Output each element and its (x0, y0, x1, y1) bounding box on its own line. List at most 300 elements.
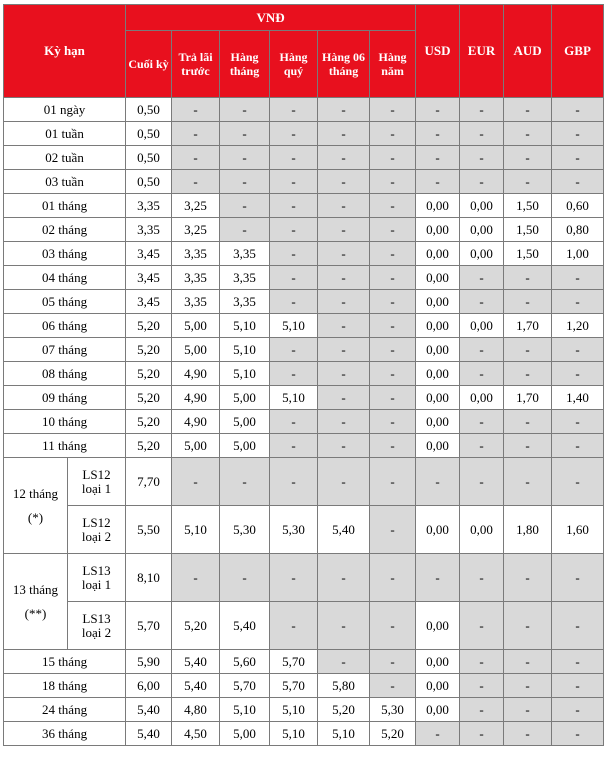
rate-hang-nam: 5,30 (370, 698, 416, 722)
rate-gbp: 0,80 (552, 218, 604, 242)
rate-hang-nam: - (370, 242, 416, 266)
term-label: 01 tháng (4, 194, 126, 218)
rate-tra-lai-truoc: 3,25 (172, 194, 220, 218)
term-label: 08 tháng (4, 362, 126, 386)
table-row (4, 218, 604, 242)
rate-eur: - (460, 98, 504, 122)
table-row (4, 98, 604, 122)
table-row (4, 554, 604, 602)
rate-usd: - (416, 98, 460, 122)
rate-hang-quy: 5,10 (270, 722, 318, 746)
rate-tra-lai-truoc: 3,35 (172, 242, 220, 266)
rate-cuoi-ky: 5,20 (126, 338, 172, 362)
rate-hang-quy: 5,10 (270, 698, 318, 722)
rate-eur: - (460, 434, 504, 458)
rate-aud: - (504, 98, 552, 122)
rate-hang-thang: 3,35 (220, 266, 270, 290)
rate-cuoi-ky: 5,20 (126, 314, 172, 338)
rate-usd: 0,00 (416, 338, 460, 362)
term-label: 01 tuần (4, 122, 126, 146)
rate-usd: 0,00 (416, 290, 460, 314)
rate-aud: - (504, 650, 552, 674)
rate-eur: 0,00 (460, 242, 504, 266)
vnd-col-hang-thang: Hàng tháng (220, 31, 270, 98)
term-header: Kỳ hạn (4, 5, 126, 98)
rate-hang-nam: - (370, 170, 416, 194)
rate-hang-nam: - (370, 674, 416, 698)
rate-hang-nam: - (370, 458, 416, 506)
rate-hang-thang: 5,60 (220, 650, 270, 674)
table-row (4, 170, 604, 194)
table-row (4, 458, 604, 506)
rate-hang-06-thang: - (318, 290, 370, 314)
rate-hang-thang: 5,70 (220, 674, 270, 698)
rate-gbp: - (552, 554, 604, 602)
rate-aud: - (504, 146, 552, 170)
vnd-group-header: VNĐ (126, 5, 416, 31)
rate-hang-nam: 5,20 (370, 722, 416, 746)
table-row (4, 146, 604, 170)
sub-term-label (68, 506, 126, 554)
rate-hang-thang: 3,35 (220, 290, 270, 314)
term-label: 05 tháng (4, 290, 126, 314)
rate-tra-lai-truoc: 3,25 (172, 218, 220, 242)
rate-hang-nam: - (370, 650, 416, 674)
rate-hang-06-thang: - (318, 386, 370, 410)
rate-tra-lai-truoc: 4,50 (172, 722, 220, 746)
sub-term-code: LS13 (82, 562, 111, 578)
rate-usd: 0,00 (416, 194, 460, 218)
rate-hang-06-thang: - (318, 650, 370, 674)
term-label: 15 tháng (4, 650, 126, 674)
rate-hang-nam: - (370, 218, 416, 242)
rate-rows (4, 98, 604, 746)
rate-hang-thang: 5,00 (220, 386, 270, 410)
rate-tra-lai-truoc: - (172, 458, 220, 506)
rate-eur: 0,00 (460, 194, 504, 218)
rate-tra-lai-truoc: 5,00 (172, 314, 220, 338)
rate-hang-thang: 5,00 (220, 410, 270, 434)
rate-aud: - (504, 458, 552, 506)
table-row (4, 194, 604, 218)
rate-eur: - (460, 170, 504, 194)
rate-cuoi-ky: 7,70 (126, 458, 172, 506)
rate-hang-06-thang: - (318, 314, 370, 338)
sub-term-code: LS13 (82, 610, 111, 626)
gbp-header: GBP (552, 5, 604, 98)
table-row (4, 410, 604, 434)
eur-header: EUR (460, 5, 504, 98)
rate-aud: - (504, 362, 552, 386)
rate-usd: 0,00 (416, 650, 460, 674)
rate-eur: 0,00 (460, 506, 504, 554)
rate-aud: - (504, 122, 552, 146)
rate-cuoi-ky: 3,45 (126, 290, 172, 314)
vnd-col-hang-06-thang: Hàng 06 tháng (318, 31, 370, 98)
term-label: 02 tuần (4, 146, 126, 170)
rate-cuoi-ky: 0,50 (126, 146, 172, 170)
rate-tra-lai-truoc: 5,00 (172, 338, 220, 362)
rate-hang-nam: - (370, 506, 416, 554)
rate-eur: 0,00 (460, 314, 504, 338)
rate-gbp: - (552, 290, 604, 314)
rate-usd: 0,00 (416, 434, 460, 458)
rate-aud: - (504, 554, 552, 602)
rate-gbp: - (552, 602, 604, 650)
table-row (4, 338, 604, 362)
rate-aud: - (504, 434, 552, 458)
rate-hang-thang: - (220, 194, 270, 218)
rate-hang-thang: - (220, 458, 270, 506)
rate-cuoi-ky: 3,35 (126, 218, 172, 242)
rate-hang-quy: - (270, 194, 318, 218)
rate-cuoi-ky: 5,70 (126, 602, 172, 650)
rate-usd: - (416, 458, 460, 506)
rate-usd: 0,00 (416, 386, 460, 410)
rate-hang-quy: - (270, 362, 318, 386)
rate-hang-nam: - (370, 194, 416, 218)
vnd-col-hang-quy: Hàng quý (270, 31, 318, 98)
term-group-line2: (**) (24, 605, 47, 621)
term-label: 06 tháng (4, 314, 126, 338)
rate-aud: - (504, 722, 552, 746)
table-row (4, 266, 604, 290)
rate-usd: 0,00 (416, 242, 460, 266)
sub-term-type: loại 1 (81, 576, 112, 592)
rate-eur: - (460, 602, 504, 650)
rate-aud: 1,50 (504, 242, 552, 266)
rate-gbp: - (552, 434, 604, 458)
rate-gbp: 0,60 (552, 194, 604, 218)
rate-cuoi-ky: 5,90 (126, 650, 172, 674)
rate-cuoi-ky: 6,00 (126, 674, 172, 698)
rate-aud: 1,80 (504, 506, 552, 554)
rate-gbp: - (552, 266, 604, 290)
rate-hang-quy: - (270, 98, 318, 122)
rate-hang-thang: - (220, 146, 270, 170)
rate-hang-06-thang: - (318, 554, 370, 602)
table-row (4, 722, 604, 746)
rate-usd: 0,00 (416, 602, 460, 650)
rate-hang-thang: - (220, 98, 270, 122)
rate-cuoi-ky: 0,50 (126, 170, 172, 194)
rate-hang-thang: 5,00 (220, 722, 270, 746)
rate-usd: 0,00 (416, 506, 460, 554)
rate-usd: - (416, 554, 460, 602)
rate-cuoi-ky: 5,20 (126, 362, 172, 386)
rate-hang-nam: - (370, 362, 416, 386)
rate-gbp: 1,60 (552, 506, 604, 554)
term-label: 09 tháng (4, 386, 126, 410)
rate-usd: - (416, 170, 460, 194)
sub-term-type: loại 1 (81, 480, 112, 496)
sub-term-label (68, 458, 126, 506)
sub-term-code: LS12 (82, 514, 111, 530)
table-row (4, 290, 604, 314)
rate-eur: - (460, 554, 504, 602)
term-label: 18 tháng (4, 674, 126, 698)
rate-eur: 0,00 (460, 218, 504, 242)
rate-tra-lai-truoc: 3,35 (172, 290, 220, 314)
rate-cuoi-ky: 3,45 (126, 242, 172, 266)
rate-cuoi-ky: 3,45 (126, 266, 172, 290)
rate-gbp: - (552, 122, 604, 146)
rate-gbp: - (552, 338, 604, 362)
rate-hang-06-thang: - (318, 266, 370, 290)
rate-hang-nam: - (370, 146, 416, 170)
rate-hang-06-thang: - (318, 242, 370, 266)
rate-aud: 1,50 (504, 194, 552, 218)
rate-tra-lai-truoc: 4,90 (172, 386, 220, 410)
rate-aud: 1,70 (504, 386, 552, 410)
rate-hang-06-thang: - (318, 122, 370, 146)
rate-hang-thang: 3,35 (220, 242, 270, 266)
rate-aud: - (504, 698, 552, 722)
rate-gbp: - (552, 170, 604, 194)
rate-eur: - (460, 698, 504, 722)
rate-usd: 0,00 (416, 314, 460, 338)
rate-hang-06-thang: 5,20 (318, 698, 370, 722)
usd-header: USD (416, 5, 460, 98)
rate-gbp: - (552, 698, 604, 722)
rate-aud: - (504, 290, 552, 314)
rate-gbp: 1,20 (552, 314, 604, 338)
rate-tra-lai-truoc: 5,10 (172, 506, 220, 554)
rate-eur: - (460, 122, 504, 146)
rate-cuoi-ky: 5,20 (126, 386, 172, 410)
table-row (4, 386, 604, 410)
rate-hang-06-thang: - (318, 218, 370, 242)
rate-hang-quy: 5,70 (270, 650, 318, 674)
rate-gbp: - (552, 98, 604, 122)
rate-usd: 0,00 (416, 218, 460, 242)
rate-hang-06-thang: - (318, 338, 370, 362)
aud-header: AUD (504, 5, 552, 98)
rate-gbp: - (552, 146, 604, 170)
rate-aud: - (504, 674, 552, 698)
rate-eur: - (460, 338, 504, 362)
rate-cuoi-ky: 3,35 (126, 194, 172, 218)
term-label: 01 ngày (4, 98, 126, 122)
rate-cuoi-ky: 5,20 (126, 410, 172, 434)
rate-hang-nam: - (370, 290, 416, 314)
rate-aud: - (504, 170, 552, 194)
rate-gbp: - (552, 410, 604, 434)
rate-tra-lai-truoc: 4,90 (172, 410, 220, 434)
rate-eur: - (460, 146, 504, 170)
rate-cuoi-ky: 5,40 (126, 722, 172, 746)
rate-gbp: 1,00 (552, 242, 604, 266)
rate-hang-thang: 5,10 (220, 698, 270, 722)
rate-eur: - (460, 650, 504, 674)
term-label: 11 tháng (4, 434, 126, 458)
rate-tra-lai-truoc: - (172, 146, 220, 170)
sub-term-label (68, 554, 126, 602)
rate-hang-thang: 5,00 (220, 434, 270, 458)
rate-aud: 1,70 (504, 314, 552, 338)
term-group-label (4, 554, 68, 650)
rate-usd: 0,00 (416, 266, 460, 290)
rate-hang-thang: 5,10 (220, 314, 270, 338)
table-row (4, 314, 604, 338)
sub-term-type: loại 2 (81, 624, 112, 640)
rate-hang-quy: - (270, 290, 318, 314)
rate-cuoi-ky: 5,50 (126, 506, 172, 554)
term-group-line1: 12 tháng (12, 485, 59, 501)
sub-term-label (68, 602, 126, 650)
table-row (4, 674, 604, 698)
rate-gbp: - (552, 650, 604, 674)
rate-hang-06-thang: - (318, 170, 370, 194)
term-label: 10 tháng (4, 410, 126, 434)
rate-eur: - (460, 290, 504, 314)
rate-hang-06-thang: - (318, 146, 370, 170)
rate-hang-nam: - (370, 410, 416, 434)
rate-hang-06-thang: 5,10 (318, 722, 370, 746)
rate-hang-quy: - (270, 338, 318, 362)
rate-usd: 0,00 (416, 362, 460, 386)
rate-usd: - (416, 122, 460, 146)
rate-hang-06-thang: - (318, 410, 370, 434)
vnd-col-tra-lai-truoc: Trả lãi trước (172, 31, 220, 98)
rate-hang-thang: - (220, 170, 270, 194)
rate-eur: 0,00 (460, 386, 504, 410)
rate-hang-thang: 5,30 (220, 506, 270, 554)
rate-hang-nam: - (370, 266, 416, 290)
rate-gbp: - (552, 362, 604, 386)
rate-hang-nam: - (370, 554, 416, 602)
rate-hang-nam: - (370, 122, 416, 146)
rate-hang-quy: - (270, 554, 318, 602)
sub-term-code: LS12 (82, 466, 111, 482)
rate-tra-lai-truoc: - (172, 554, 220, 602)
rate-hang-thang: - (220, 554, 270, 602)
rate-tra-lai-truoc: - (172, 170, 220, 194)
rate-tra-lai-truoc: 4,90 (172, 362, 220, 386)
rate-hang-06-thang: - (318, 98, 370, 122)
rate-hang-nam: - (370, 314, 416, 338)
rate-hang-nam: - (370, 98, 416, 122)
rate-hang-quy: 5,70 (270, 674, 318, 698)
rate-tra-lai-truoc: 5,00 (172, 434, 220, 458)
rate-cuoi-ky: 0,50 (126, 98, 172, 122)
rate-usd: 0,00 (416, 410, 460, 434)
term-group-line2: (*) (27, 509, 44, 525)
term-label: 02 tháng (4, 218, 126, 242)
table-row (4, 122, 604, 146)
rate-hang-thang: 5,40 (220, 602, 270, 650)
rate-hang-quy: - (270, 218, 318, 242)
rate-hang-thang: 5,10 (220, 338, 270, 362)
rate-hang-06-thang: - (318, 602, 370, 650)
rate-gbp: - (552, 458, 604, 506)
term-label: 03 tháng (4, 242, 126, 266)
table-row (4, 434, 604, 458)
rate-aud: - (504, 266, 552, 290)
rate-cuoi-ky: 5,20 (126, 434, 172, 458)
rate-usd: - (416, 146, 460, 170)
rate-hang-thang: 5,10 (220, 362, 270, 386)
rate-hang-06-thang: 5,40 (318, 506, 370, 554)
rate-eur: - (460, 722, 504, 746)
table-row (4, 698, 604, 722)
rate-eur: - (460, 362, 504, 386)
vnd-col-hang-nam: Hàng năm (370, 31, 416, 98)
rate-usd: - (416, 722, 460, 746)
rate-aud: - (504, 338, 552, 362)
rate-hang-06-thang: - (318, 434, 370, 458)
rate-hang-quy: - (270, 122, 318, 146)
term-label: 03 tuần (4, 170, 126, 194)
rate-cuoi-ky: 8,10 (126, 554, 172, 602)
rate-tra-lai-truoc: - (172, 98, 220, 122)
table-row (4, 602, 604, 650)
rate-hang-quy: - (270, 602, 318, 650)
vnd-col-cuoi-ky: Cuối kỳ (126, 31, 172, 98)
rate-hang-quy: - (270, 434, 318, 458)
table-row (4, 362, 604, 386)
rate-cuoi-ky: 0,50 (126, 122, 172, 146)
rate-gbp: - (552, 722, 604, 746)
rate-eur: - (460, 458, 504, 506)
rate-hang-06-thang: - (318, 458, 370, 506)
rate-aud: - (504, 410, 552, 434)
rate-hang-quy: - (270, 266, 318, 290)
rate-hang-06-thang: 5,80 (318, 674, 370, 698)
rate-cuoi-ky: 5,40 (126, 698, 172, 722)
rate-aud: 1,50 (504, 218, 552, 242)
interest-rate-table (3, 4, 604, 746)
rate-tra-lai-truoc: 4,80 (172, 698, 220, 722)
rate-hang-quy: 5,10 (270, 386, 318, 410)
rate-tra-lai-truoc: 3,35 (172, 266, 220, 290)
rate-hang-quy: 5,10 (270, 314, 318, 338)
rate-eur: - (460, 410, 504, 434)
term-label: 24 tháng (4, 698, 126, 722)
term-label: 07 tháng (4, 338, 126, 362)
rate-usd: 0,00 (416, 698, 460, 722)
rate-hang-nam: - (370, 338, 416, 362)
rate-gbp: 1,40 (552, 386, 604, 410)
term-label: 36 tháng (4, 722, 126, 746)
rate-hang-nam: - (370, 434, 416, 458)
table-row (4, 242, 604, 266)
term-label: 04 tháng (4, 266, 126, 290)
sub-term-type: loại 2 (81, 528, 112, 544)
rate-eur: - (460, 674, 504, 698)
rate-gbp: - (552, 674, 604, 698)
rate-hang-quy: - (270, 242, 318, 266)
rate-hang-thang: - (220, 218, 270, 242)
rate-hang-nam: - (370, 386, 416, 410)
term-group-line1: 13 tháng (12, 581, 59, 597)
rate-tra-lai-truoc: 5,20 (172, 602, 220, 650)
rate-hang-quy: - (270, 410, 318, 434)
rate-hang-quy: - (270, 170, 318, 194)
rate-hang-quy: 5,30 (270, 506, 318, 554)
rate-hang-06-thang: - (318, 194, 370, 218)
rate-tra-lai-truoc: 5,40 (172, 674, 220, 698)
rate-hang-06-thang: - (318, 362, 370, 386)
table-row (4, 506, 604, 554)
rate-tra-lai-truoc: 5,40 (172, 650, 220, 674)
table-row (4, 650, 604, 674)
rate-aud: - (504, 602, 552, 650)
rate-hang-thang: - (220, 122, 270, 146)
rate-hang-quy: - (270, 458, 318, 506)
rate-eur: - (460, 266, 504, 290)
rate-hang-nam: - (370, 602, 416, 650)
